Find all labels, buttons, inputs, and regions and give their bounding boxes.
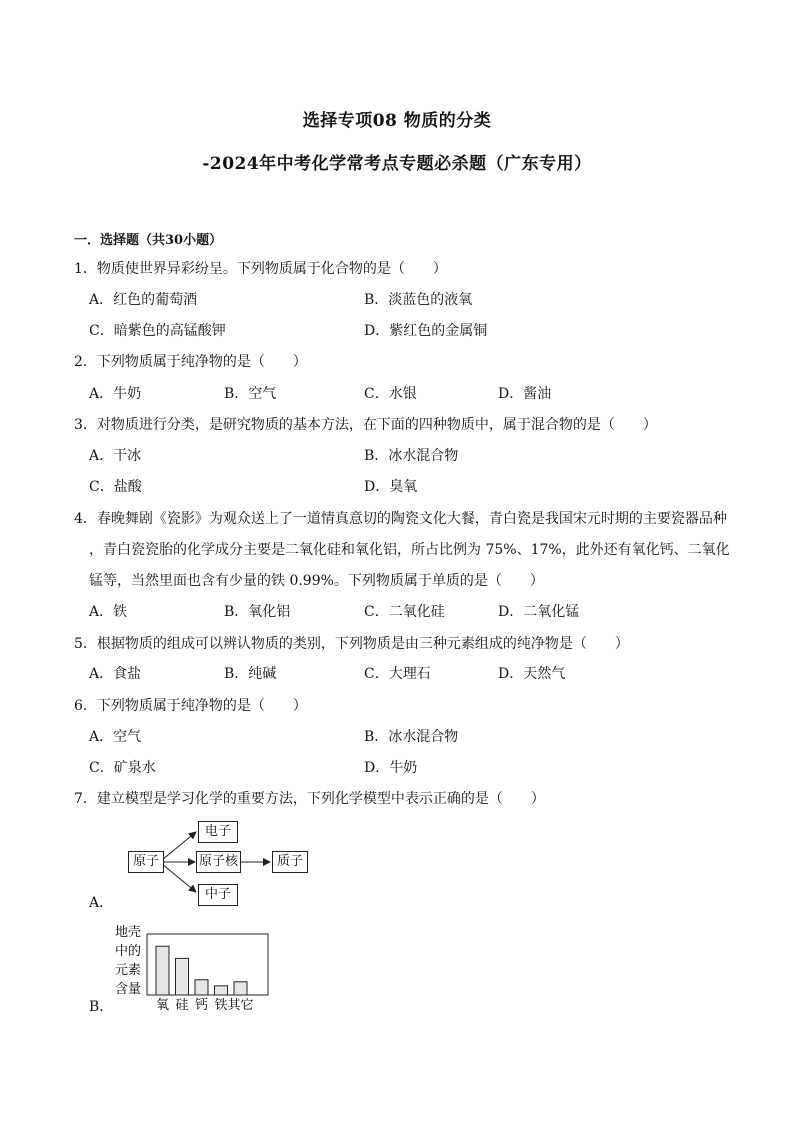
question-2-option-b: B．空气 [224, 386, 277, 402]
question-3-option-c: C．盐酸 [89, 479, 142, 495]
x-tick-label-3: 铁 [214, 998, 228, 1013]
question-5-option-a: A．食盐 [89, 666, 142, 682]
bar-2 [195, 980, 208, 995]
document-title: 选择专项08 物质的分类 [302, 111, 492, 131]
question-4-option-c: C．二氧化硅 [364, 604, 445, 620]
y-axis-label-line-2: 元素 [114, 963, 142, 978]
question-3-option-d: D．臭氧 [364, 479, 418, 495]
y-axis-label-line-0: 地壳 [114, 925, 142, 940]
question-5-stem: 5．根据物质的组成可以辨认物质的类别，下列物质是由三种元素组成的纯净物是（ ） [74, 636, 629, 652]
y-axis-label-line-1: 中的 [114, 944, 142, 959]
x-tick-label-1: 硅 [175, 998, 189, 1013]
question-6-option-b: B．冰水混合物 [364, 729, 459, 745]
question-4-option-a: A．铁 [89, 604, 128, 620]
question-7-option-b-label: B． [89, 999, 114, 1015]
question-4-option-d: D．二氧化锰 [498, 604, 580, 620]
question-1-option-c: C．暗紫色的高锰酸钾 [89, 323, 226, 339]
question-7-option-a-label: A． [89, 895, 114, 911]
bar-4 [234, 982, 247, 995]
x-tick-label-2: 钙 [194, 998, 209, 1013]
question-6-option-c: C．矿泉水 [89, 760, 156, 776]
question-2-option-c: C．水银 [364, 386, 417, 402]
question-6-option-d: D．牛奶 [364, 760, 418, 776]
electron-box: 电子 [198, 821, 238, 843]
question-1-option-d: D．紫红色的金属铜 [364, 323, 488, 339]
question-3-option-a: A．干冰 [89, 448, 142, 464]
y-axis-label-line-3: 含量 [114, 982, 142, 997]
question-6-stem: 6．下列物质属于纯净物的是（ ） [74, 698, 307, 714]
question-7-stem: 7．建立模型是学习化学的重要方法，下列化学模型中表示正确的是（ ） [74, 791, 545, 807]
question-4-stem-line-1: 4．春晚舞剧《瓷影》为观众送上了一道情真意切的陶瓷文化大餐，青白瓷是我国宋元时期的主要瓷器品种 [74, 511, 727, 527]
atom-box: 原子 [128, 851, 164, 873]
section-header: 一．选择题（共30小题） [74, 233, 223, 248]
question-1-option-b: B．淡蓝色的液氧 [364, 292, 473, 308]
bar-3 [215, 986, 228, 995]
question-3-stem: 3．对物质进行分类，是研究物质的基本方法，在下面的四种物质中，属于混合物的是（ ） [74, 417, 657, 433]
question-4-option-b: B．氧化铝 [224, 604, 291, 620]
question-3-option-b: B．冰水混合物 [364, 448, 459, 464]
document-subtitle: -2024年中考化学常考点专题必杀题（广东专用） [202, 154, 592, 174]
question-2-stem: 2．下列物质属于纯净物的是（ ） [74, 354, 307, 370]
question-4-stem-line-3: 锰等，当然里面也含有少量的铁 0.99%。下列物质属于单质的是（ ） [89, 573, 544, 589]
question-2-option-d: D．酱油 [498, 386, 552, 402]
proton-box: 质子 [272, 851, 308, 873]
x-tick-label-0: 氧 [155, 998, 170, 1013]
bar-0 [156, 946, 169, 995]
nucleus-box: 原子核 [196, 851, 241, 873]
neutron-box: 中子 [198, 884, 238, 906]
question-1-option-a: A．红色的葡萄酒 [89, 292, 198, 308]
question-1-stem: 1．物质使世界异彩纷呈。下列物质属于化合物的是（ ） [74, 261, 447, 277]
question-6-option-a: A．空气 [89, 729, 142, 745]
bar-1 [176, 958, 189, 995]
question-4-stem-line-2: ，青白瓷瓷胎的化学成分主要是二氧化硅和氧化铝，所占比例为 75%、17%，此外还有氧化钙、二氧化 [89, 542, 730, 558]
x-tick-label-4: 其它 [227, 998, 254, 1013]
question-5-option-b: B．纯碱 [224, 666, 277, 682]
question-5-option-c: C．大理石 [364, 666, 431, 682]
question-2-option-a: A．牛奶 [89, 386, 142, 402]
question-5-option-d: D．天然气 [498, 666, 566, 682]
